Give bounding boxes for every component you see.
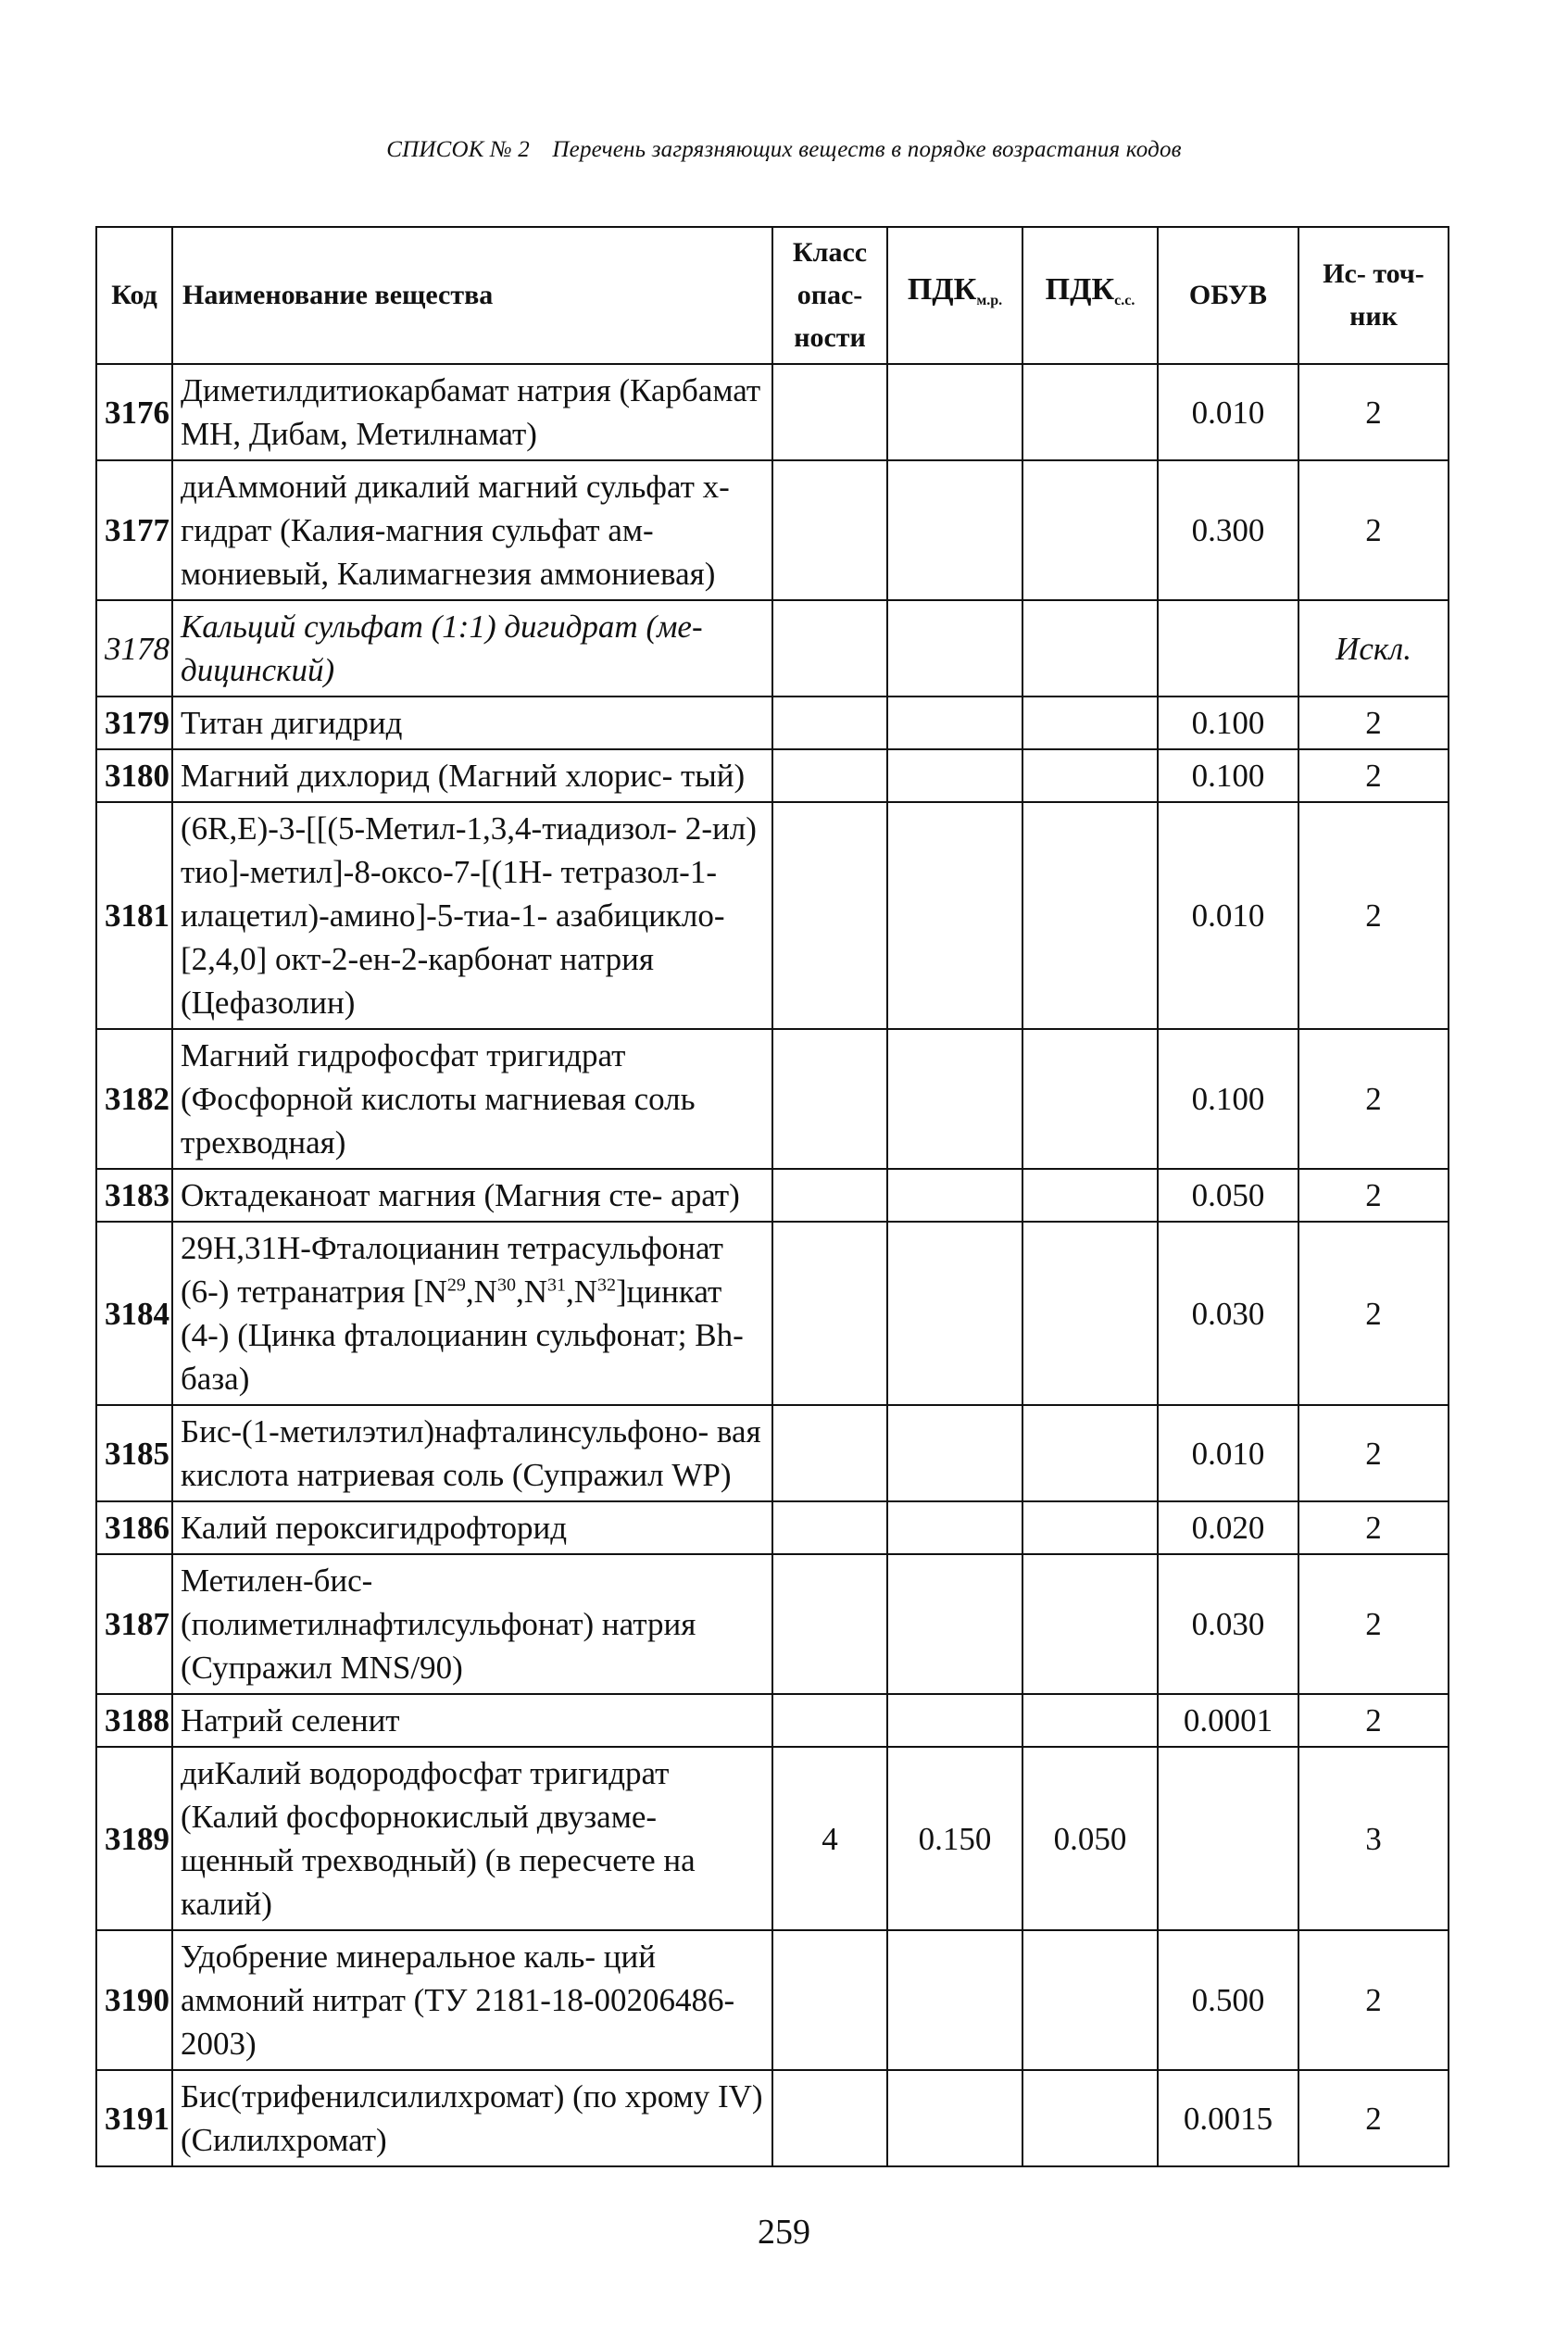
cell-pdk-mr xyxy=(887,802,1022,1029)
cell-hazard-class xyxy=(772,1169,887,1222)
cell-pdk-ss xyxy=(1022,1169,1158,1222)
cell-source: 2 xyxy=(1298,1554,1449,1694)
cell-source: 3 xyxy=(1298,1747,1449,1930)
pdk-mr-label: ПДК xyxy=(907,272,977,307)
table-row xyxy=(96,2070,1449,2166)
cell-pdk-ss xyxy=(1022,460,1158,600)
table-row xyxy=(96,460,1449,600)
cell-pdk-ss xyxy=(1022,1501,1158,1554)
cell-name: Удобрение минеральное каль- ций аммоний нитрат (ТУ 2181-18-00206486-2003) xyxy=(172,1930,772,2070)
cell-name: диАммоний дикалий магний сульфат х-гидрат (Калия-магния сульфат ам- мониевый, Калимагнезия аммониевая) xyxy=(172,460,772,600)
cell-hazard-class xyxy=(772,1222,887,1405)
cell-pdk-mr xyxy=(887,1554,1022,1694)
cell-source: 2 xyxy=(1298,1930,1449,2070)
pdk-mr-subscript: м.р. xyxy=(976,293,1003,308)
cell-code: 3185 xyxy=(96,1405,172,1501)
pdk-ss-label: ПДК xyxy=(1045,272,1115,307)
cell-pdk-ss xyxy=(1022,802,1158,1029)
cell-code: 3183 xyxy=(96,1169,172,1222)
cell-code: 3178 xyxy=(96,600,172,697)
cell-name: 29Н,31Н-Фталоцианин тетрасульфонат (6-) тетранатрия $[N^{29},N^{30},N^{31},N^{32}]цинкат$ (4-) (Цинка фталоцианин сульфонат; Bh-база) xyxy=(172,1222,772,1405)
cell-code: 3177 xyxy=(96,460,172,600)
cell-obuv: 0.0001 xyxy=(1158,1694,1298,1747)
cell-hazard-class xyxy=(772,1554,887,1694)
cell-source: 2 xyxy=(1298,460,1449,600)
cell-obuv: 0.300 xyxy=(1158,460,1298,600)
cell-source: 2 xyxy=(1298,749,1449,802)
col-header-pdk-ss xyxy=(1022,227,1158,364)
substances-table xyxy=(95,226,1449,2167)
cell-source: 2 xyxy=(1298,802,1449,1029)
cell-name: (6R,E)-3-[[(5-Метил-1,3,4-тиадизол- 2-ил) тио]-метил]-8-оксо-7-[(1Н- тетразол-1-илацетил)-амино]-5-тиа-1- азабицикло-[2,4,0] окт-2-ен-2-карбонат натрия (Цефазолин) xyxy=(172,802,772,1029)
cell-hazard-class xyxy=(772,1405,887,1501)
cell-hazard-class xyxy=(772,1501,887,1554)
cell-pdk-ss xyxy=(1022,1554,1158,1694)
cell-source: Искл. xyxy=(1298,600,1449,697)
cell-pdk-mr xyxy=(887,2070,1022,2166)
cell-name: Диметилдитиокарбамат натрия (Карбамат МН, Дибам, Метилнамат) xyxy=(172,364,772,460)
cell-name: Титан дигидрид xyxy=(172,697,772,749)
col-header-name: Наименование вещества xyxy=(172,227,772,364)
cell-code: 3180 xyxy=(96,749,172,802)
cell-pdk-ss xyxy=(1022,697,1158,749)
cell-hazard-class xyxy=(772,1930,887,2070)
cell-pdk-ss: 0.050 xyxy=(1022,1747,1158,1930)
cell-pdk-mr xyxy=(887,1694,1022,1747)
cell-pdk-mr xyxy=(887,1169,1022,1222)
cell-obuv: 0.100 xyxy=(1158,1029,1298,1169)
cell-code: 3191 xyxy=(96,2070,172,2166)
cell-obuv: 0.010 xyxy=(1158,802,1298,1029)
cell-obuv: 0.100 xyxy=(1158,749,1298,802)
col-header-hazard-class: Класс опас- ности xyxy=(772,227,887,364)
cell-name: Магний дихлорид (Магний хлорис- тый) xyxy=(172,749,772,802)
table-row xyxy=(96,1930,1449,2070)
cell-name: Октадеканоат магния (Магния сте- арат) xyxy=(172,1169,772,1222)
col-header-source: Ис- точ- ник xyxy=(1298,227,1449,364)
cell-obuv: 0.010 xyxy=(1158,364,1298,460)
table-row xyxy=(96,1501,1449,1554)
cell-source: 2 xyxy=(1298,1694,1449,1747)
table-row xyxy=(96,802,1449,1029)
table-header-row xyxy=(96,227,1449,364)
pdk-ss-subscript: с.с. xyxy=(1114,293,1135,308)
cell-code: 3186 xyxy=(96,1501,172,1554)
cell-pdk-ss xyxy=(1022,600,1158,697)
table-row xyxy=(96,1747,1449,1930)
cell-hazard-class xyxy=(772,364,887,460)
table-row xyxy=(96,1222,1449,1405)
cell-pdk-ss xyxy=(1022,364,1158,460)
cell-pdk-ss xyxy=(1022,1930,1158,2070)
cell-hazard-class xyxy=(772,697,887,749)
cell-hazard-class xyxy=(772,1029,887,1169)
table-row xyxy=(96,1554,1449,1694)
table-body xyxy=(96,364,1449,2166)
cell-name: Натрий селенит xyxy=(172,1694,772,1747)
cell-source: 2 xyxy=(1298,1405,1449,1501)
cell-code: 3189 xyxy=(96,1747,172,1930)
cell-obuv xyxy=(1158,1747,1298,1930)
cell-name: Метилен-бис- (полиметилнафтилсульфонат) натрия (Супражил MNS/90) xyxy=(172,1554,772,1694)
cell-hazard-class xyxy=(772,2070,887,2166)
col-header-obuv: ОБУВ xyxy=(1158,227,1298,364)
cell-source: 2 xyxy=(1298,1169,1449,1222)
table-row xyxy=(96,749,1449,802)
cell-hazard-class xyxy=(772,802,887,1029)
table-row xyxy=(96,697,1449,749)
cell-source: 2 xyxy=(1298,1501,1449,1554)
cell-obuv: 0.0015 xyxy=(1158,2070,1298,2166)
page-number: 259 xyxy=(758,2213,810,2252)
cell-pdk-ss xyxy=(1022,1222,1158,1405)
cell-pdk-mr xyxy=(887,600,1022,697)
cell-pdk-ss xyxy=(1022,1694,1158,1747)
cell-obuv: 0.030 xyxy=(1158,1222,1298,1405)
cell-name: Калий пероксигидрофторид xyxy=(172,1501,772,1554)
cell-pdk-mr: 0.150 xyxy=(887,1747,1022,1930)
cell-code: 3176 xyxy=(96,364,172,460)
cell-pdk-mr xyxy=(887,749,1022,802)
cell-name: диКалий водородфосфат тригидрат (Калий фосфорнокислый двузаме- щенный трехводный) (в пересчете на калий) xyxy=(172,1747,772,1930)
cell-obuv: 0.030 xyxy=(1158,1554,1298,1694)
cell-obuv: 0.020 xyxy=(1158,1501,1298,1554)
cell-code: 3179 xyxy=(96,697,172,749)
cell-pdk-mr xyxy=(887,1222,1022,1405)
cell-hazard-class xyxy=(772,600,887,697)
cell-source: 2 xyxy=(1298,697,1449,749)
cell-name: Кальций сульфат (1:1) дигидрат (ме- дицинский) xyxy=(172,600,772,697)
cell-obuv: 0.010 xyxy=(1158,1405,1298,1501)
cell-hazard-class xyxy=(772,749,887,802)
cell-pdk-mr xyxy=(887,1405,1022,1501)
cell-hazard-class xyxy=(772,460,887,600)
cell-source: 2 xyxy=(1298,2070,1449,2166)
cell-name: Бис(трифенилсилилхромат) (по хрому IV) (Силилхромат) xyxy=(172,2070,772,2166)
cell-obuv: 0.500 xyxy=(1158,1930,1298,2070)
cell-code: 3187 xyxy=(96,1554,172,1694)
cell-pdk-ss xyxy=(1022,749,1158,802)
table-row xyxy=(96,1405,1449,1501)
table-row xyxy=(96,600,1449,697)
cell-hazard-class: 4 xyxy=(772,1747,887,1930)
cell-pdk-ss xyxy=(1022,1029,1158,1169)
cell-obuv: 0.050 xyxy=(1158,1169,1298,1222)
table-row xyxy=(96,1169,1449,1222)
cell-code: 3190 xyxy=(96,1930,172,2070)
table-row xyxy=(96,1029,1449,1169)
cell-code: 3188 xyxy=(96,1694,172,1747)
col-header-code: Код xyxy=(96,227,172,364)
cell-source: 2 xyxy=(1298,1029,1449,1169)
cell-name: Бис-(1-метилэтил)нафталинсульфоно- вая кислота натриевая соль (Супражил WP) xyxy=(172,1405,772,1501)
cell-pdk-mr xyxy=(887,1029,1022,1169)
page-header xyxy=(0,137,1568,163)
cell-obuv xyxy=(1158,600,1298,697)
cell-pdk-ss xyxy=(1022,2070,1158,2166)
cell-pdk-mr xyxy=(887,1501,1022,1554)
cell-pdk-mr xyxy=(887,1930,1022,2070)
cell-code: 3184 xyxy=(96,1222,172,1405)
cell-hazard-class xyxy=(772,1694,887,1747)
cell-source: 2 xyxy=(1298,364,1449,460)
cell-source: 2 xyxy=(1298,1222,1449,1405)
cell-code: 3182 xyxy=(96,1029,172,1169)
cell-pdk-mr xyxy=(887,697,1022,749)
col-header-pdk-mr xyxy=(887,227,1022,364)
cell-name: Магний гидрофосфат тригидрат (Фосфорной кислоты магниевая соль трехводная) xyxy=(172,1029,772,1169)
list-subtitle: Перечень загрязняющих веществ в порядке возрастания кодов xyxy=(552,137,1182,162)
cell-pdk-ss xyxy=(1022,1405,1158,1501)
cell-obuv: 0.100 xyxy=(1158,697,1298,749)
cell-pdk-mr xyxy=(887,364,1022,460)
list-label: СПИСОК № 2 xyxy=(386,137,530,162)
table-row xyxy=(96,364,1449,460)
table-row xyxy=(96,1694,1449,1747)
cell-pdk-mr xyxy=(887,460,1022,600)
cell-code: 3181 xyxy=(96,802,172,1029)
